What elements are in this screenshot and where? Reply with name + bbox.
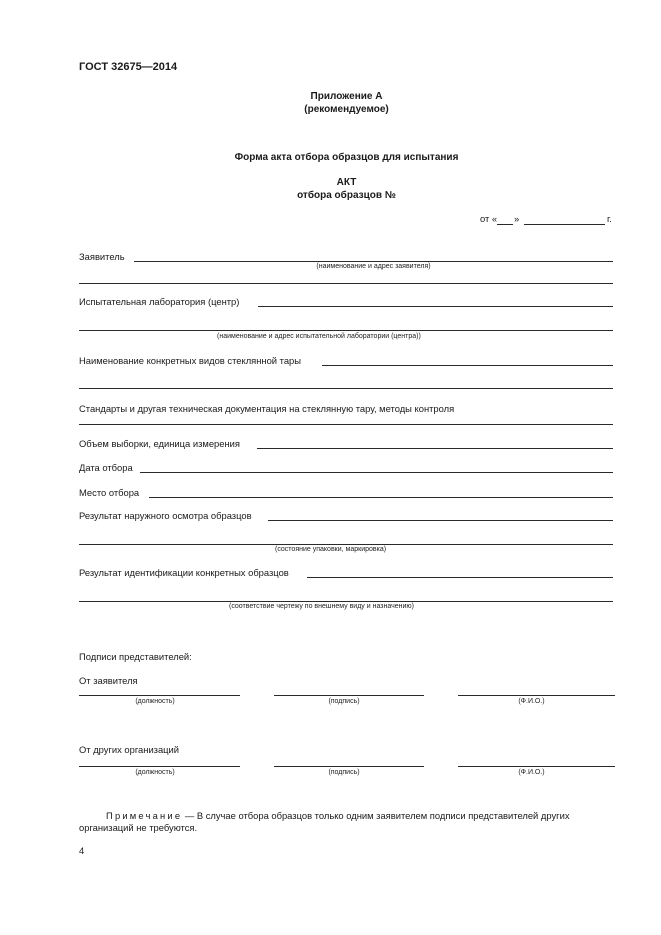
sample-volume-label: Объем выборки, единица измерения: [79, 438, 240, 449]
lab-caption: (наименование и адрес испытательной лаборатории (центра)): [217, 333, 421, 340]
sampling-place-label: Место отбора: [79, 487, 140, 498]
note-line-1: [106, 810, 570, 821]
identification-field-line-2[interactable]: [79, 601, 613, 602]
identification-label: Результат идентификации конкретных образцов: [79, 567, 289, 578]
note-text-2: организаций не требуются.: [79, 822, 198, 833]
identification-field[interactable]: [307, 577, 613, 578]
date-prefix: от «: [480, 213, 498, 224]
signatures-heading: Подписи представителей:: [79, 651, 192, 662]
note-text-1: — В случае отбора образцов только одним заявителем подписи представителей других: [182, 810, 570, 821]
applicant-label: Заявитель: [79, 251, 125, 262]
sampling-date-label: Дата отбора: [79, 462, 133, 473]
act-title: АКТ: [336, 177, 357, 188]
form-title: Форма акта отбора образцов для испытания: [234, 152, 459, 163]
date-mid: »: [514, 213, 520, 224]
others-name-caption: (Ф.И.О.): [518, 769, 545, 776]
others-position-field[interactable]: [79, 766, 240, 767]
visual-inspection-caption: (состояние упаковки, маркировка): [275, 546, 387, 553]
date-day-field[interactable]: [497, 224, 513, 225]
applicant-name-field[interactable]: [458, 695, 615, 696]
visual-inspection-field[interactable]: [268, 520, 613, 521]
standards-field[interactable]: [79, 424, 613, 425]
applicant-name-caption: (Ф.И.О.): [518, 698, 545, 705]
lab-field-line-2[interactable]: [79, 330, 613, 331]
others-signature-caption: (подпись): [328, 769, 360, 776]
others-position-caption: (должность): [135, 769, 175, 776]
date-month-year-field[interactable]: [524, 224, 605, 225]
page-number: 4: [79, 845, 85, 856]
applicant-signature-caption: (подпись): [328, 698, 360, 705]
container-types-field-line-2[interactable]: [79, 388, 613, 389]
standard-number: ГОСТ 32675—2014: [79, 61, 178, 73]
from-others-label: От других организаций: [79, 744, 180, 755]
identification-caption: (соответствие чертежу по внешнему виду и назначению): [229, 603, 414, 610]
applicant-signature-field[interactable]: [274, 695, 424, 696]
container-types-field[interactable]: [322, 365, 613, 366]
sampling-place-field[interactable]: [149, 497, 613, 498]
applicant-field-line-2[interactable]: [79, 283, 613, 284]
date-suffix: г.: [607, 213, 612, 224]
lab-field[interactable]: [258, 306, 613, 307]
appendix-subtitle: (рекомендуемое): [304, 104, 389, 115]
appendix-title: Приложение А: [310, 91, 383, 102]
note-label: Примечание: [106, 810, 183, 821]
sample-volume-field[interactable]: [257, 448, 613, 449]
applicant-caption: (наименование и адрес заявителя): [316, 263, 431, 270]
visual-inspection-label: Результат наружного осмотра образцов: [79, 510, 252, 521]
sampling-date-field[interactable]: [140, 472, 613, 473]
act-subtitle: отбора образцов №: [297, 190, 396, 201]
visual-inspection-field-line-2[interactable]: [79, 544, 613, 545]
lab-label: Испытательная лаборатория (центр): [79, 296, 240, 307]
standards-label: Стандарты и другая техническая документация на стеклянную тару, методы контроля: [79, 403, 455, 414]
applicant-field[interactable]: [134, 261, 613, 262]
applicant-position-field[interactable]: [79, 695, 240, 696]
others-name-field[interactable]: [458, 766, 615, 767]
applicant-position-caption: (должность): [135, 698, 175, 705]
others-signature-field[interactable]: [274, 766, 424, 767]
container-types-label: Наименование конкретных видов стеклянной тары: [79, 355, 302, 366]
from-applicant-label: От заявителя: [79, 675, 138, 686]
